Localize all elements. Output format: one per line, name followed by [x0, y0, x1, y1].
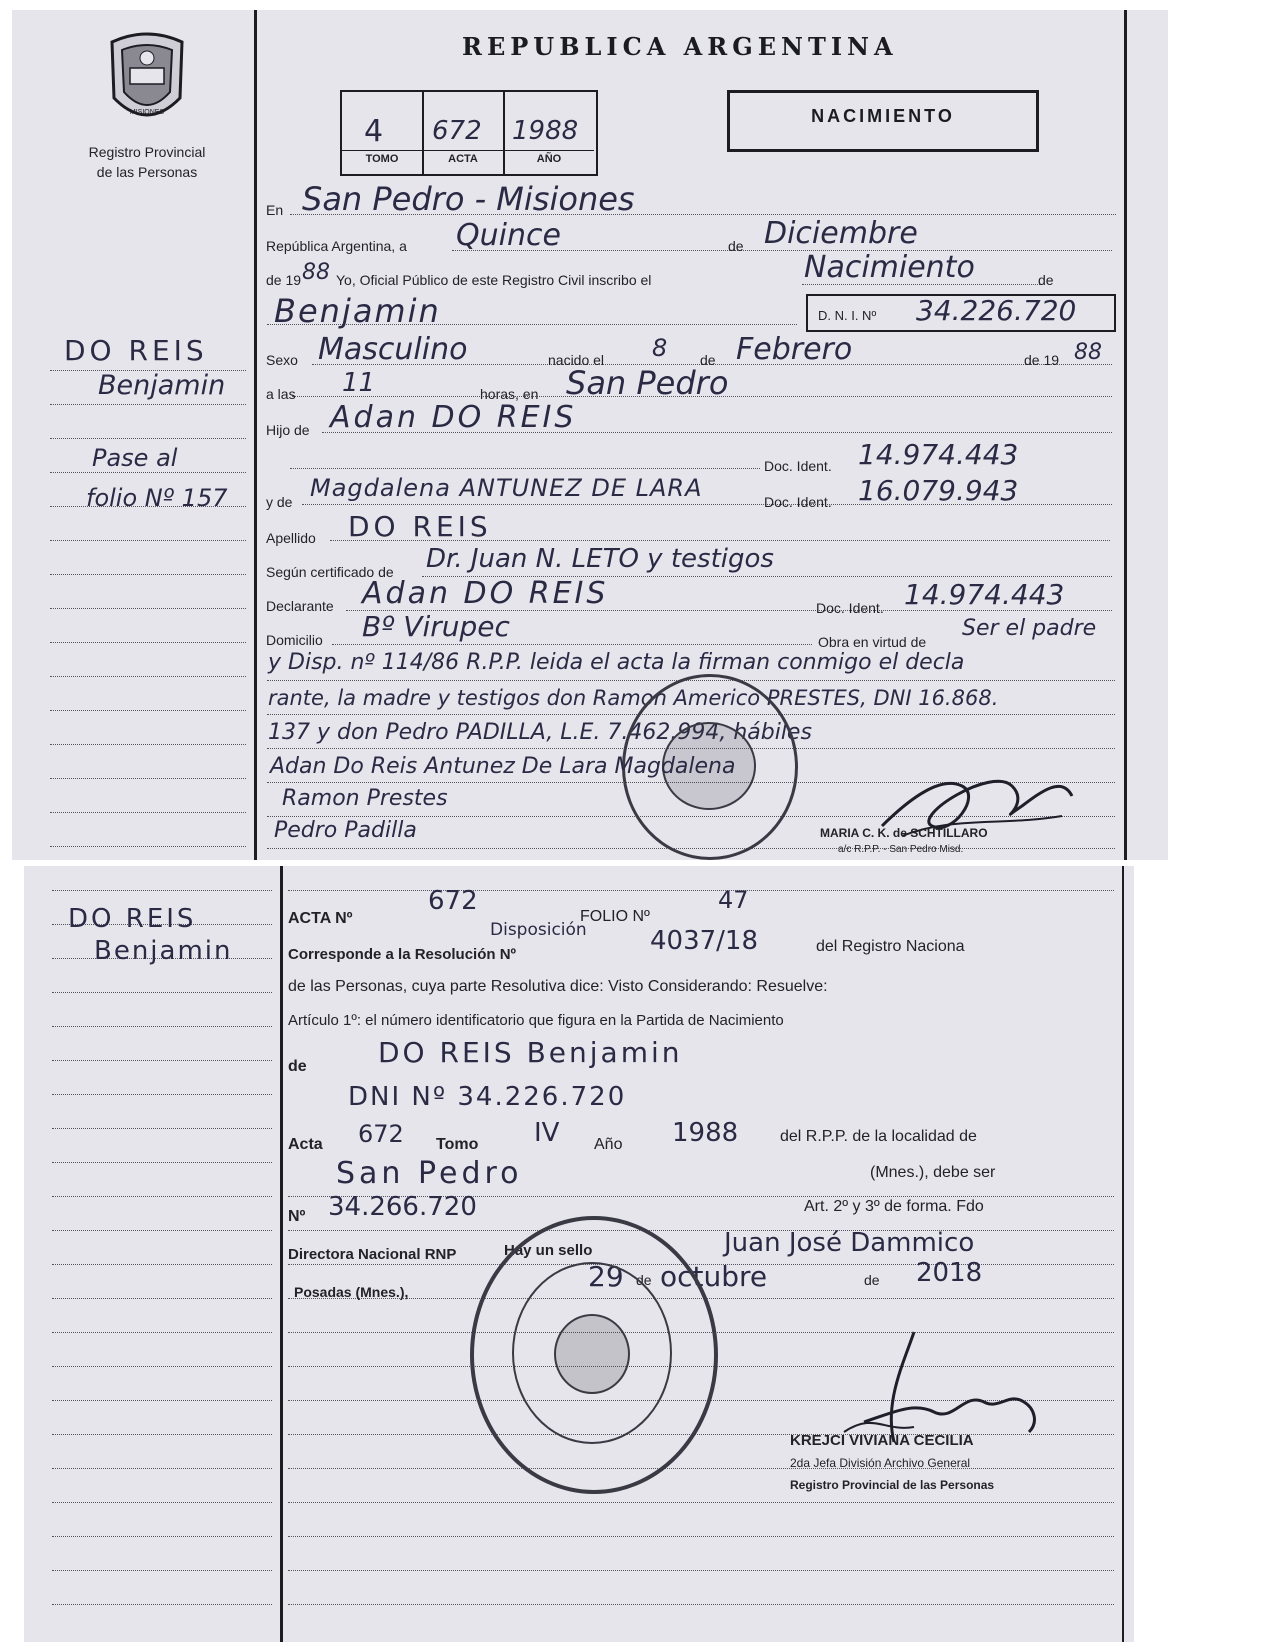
margin-line [52, 1400, 272, 1401]
rule [332, 644, 812, 645]
hay-sello-label: Hay un sello [504, 1242, 593, 1259]
margin-line [52, 1230, 272, 1231]
de-label: de [288, 1058, 307, 1075]
date-de2: de [864, 1272, 880, 1288]
continuation-line-2: rante, la madre y testigos don Ramon Americo PRESTES, DNI 16.868. [268, 686, 999, 710]
corrected-number: 34.266.720 [328, 1192, 477, 1222]
margin-line [52, 1128, 272, 1129]
margin-line [52, 1468, 272, 1469]
registry-name-line1: Registro Provincial [88, 144, 206, 160]
acta2-value: 672 [358, 1120, 404, 1148]
top-certificate [12, 10, 1168, 860]
margin-line [52, 1536, 272, 1537]
obra-label: Obra en virtud de [818, 634, 927, 650]
yde-label: y de [266, 494, 293, 510]
margin-line [52, 1366, 272, 1367]
tomo-value: 4 [364, 114, 384, 149]
posadas-label: Posadas (Mnes.), [294, 1284, 409, 1300]
continuation-line-3: 137 y don Pedro PADILLA, L.E. 7.462.994, hábiles [268, 720, 812, 745]
rule [288, 1502, 1114, 1503]
place-of-record: San Pedro - Misiones [302, 180, 635, 218]
margin-line [52, 1060, 272, 1061]
domicilio-label: Domicilio [266, 632, 323, 648]
dni-number: DNI Nº 34.226.720 [348, 1082, 627, 1112]
declarant-doc-label: Doc. Ident. [816, 600, 884, 616]
folio-label: FOLIO Nº [580, 908, 650, 925]
margin-line [50, 472, 246, 473]
officer-name: MARIA C. K. de SCHTILLARO [820, 826, 988, 840]
acta2-label: Acta [288, 1136, 323, 1153]
date-de1: de [636, 1272, 652, 1288]
margin-line [50, 812, 246, 813]
record-year: 88 [302, 260, 330, 285]
signer-name: KREJCI VIVIANA CECILIA [790, 1432, 974, 1449]
margin-line [52, 992, 272, 993]
rule [288, 1536, 1114, 1537]
margin-line [52, 1026, 272, 1027]
rule [290, 468, 760, 469]
continuation-line-1: y Disp. nº 114/86 R.P.P. leida el acta la firman conmigo el decla [268, 650, 965, 675]
ref-divider [503, 90, 505, 174]
province-shield-logo [104, 28, 190, 136]
rpp-text: del R.P.P. de la localidad de [780, 1128, 977, 1145]
tomo-label: Tomo [436, 1136, 479, 1153]
bottom-annotation [24, 866, 1134, 1642]
registry-name-line2: de las Personas [96, 164, 198, 180]
corresponde-label: Corresponde a la Resolución Nº [288, 946, 517, 963]
seal-emblem [554, 1314, 630, 1394]
apellido-label: Apellido [266, 530, 316, 546]
birth-year-prefix: de 19 [1024, 352, 1060, 368]
nacido-label: nacido el [548, 352, 605, 368]
record-type: NACIMIENTO [811, 106, 955, 126]
rule [288, 1230, 1114, 1231]
tomo-value: IV [534, 1118, 560, 1148]
n-label: Nº [288, 1208, 306, 1225]
father-name: Adan DO REIS [330, 400, 577, 435]
anio-value: 1988 [512, 116, 579, 146]
margin-line [50, 404, 246, 405]
right-border [1122, 866, 1124, 1642]
svg-text:MISIONES: MISIONES [129, 109, 165, 116]
margin-note-pase: Pase al [92, 444, 178, 472]
margin-line [52, 1162, 272, 1163]
record-day: Quince [456, 218, 561, 253]
country-heading: REPUBLICA ARGENTINA [462, 32, 898, 61]
anio-label: AÑO [536, 153, 562, 165]
act-type: Nacimiento [804, 250, 975, 285]
margin-given-name: Benjamin [94, 936, 233, 966]
rule [288, 1604, 1114, 1605]
declarant-name: Adan DO REIS [362, 576, 609, 611]
margin-line [50, 608, 246, 609]
rule [288, 1468, 1114, 1469]
anio-label: Año [594, 1136, 623, 1153]
person-name: DO REIS Benjamin [378, 1036, 683, 1069]
declarante-label: Declarante [266, 598, 334, 614]
date-year: 2018 [916, 1258, 983, 1288]
acta-label: ACTA [448, 153, 478, 165]
surname-value: DO REIS [348, 510, 492, 543]
margin-note-folio: folio Nº 157 [86, 484, 228, 512]
rule [288, 890, 1114, 891]
mother-doc: 16.079.943 [858, 474, 1019, 507]
obra-value: Ser el padre [962, 616, 1097, 641]
margin-line [50, 846, 246, 847]
child-name: Benjamin [274, 292, 441, 330]
date-day: 29 [588, 1260, 624, 1293]
acta-label: ACTA Nº [288, 910, 353, 927]
margin-surname: DO REIS [68, 904, 197, 934]
margin-line [52, 890, 272, 891]
signature-line-2: Ramon Prestes [282, 786, 448, 811]
margin-line [52, 1434, 272, 1435]
de-label: de [728, 238, 744, 254]
margin-surname: DO REIS [64, 334, 208, 367]
signed-by: Juan José Dammico [724, 1228, 975, 1258]
margin-line [50, 574, 246, 575]
birth-day: 8 [652, 334, 668, 362]
folio-number: 47 [718, 886, 749, 914]
signer-role-2: Registro Provincial de las Personas [790, 1478, 995, 1492]
dispos-insertion: Disposición [490, 920, 587, 940]
resolution-rest: del Registro Naciona [816, 938, 965, 955]
alas-label: a las [266, 386, 296, 402]
ref-label-line [342, 150, 594, 151]
margin-line [52, 1332, 272, 1333]
margin-line [50, 676, 246, 677]
birth-month: Febrero [736, 332, 853, 367]
right-border [1124, 10, 1127, 860]
sex-value: Masculino [318, 332, 468, 367]
margin-line [52, 1094, 272, 1095]
margin-line [52, 1604, 272, 1605]
directora-label: Directora Nacional RNP [288, 1246, 457, 1263]
birth-year: 88 [1074, 340, 1102, 365]
margin-line [50, 744, 246, 745]
signature-line-3: Pedro Padilla [274, 818, 417, 843]
art-text: Art. 2º y 3º de forma. Fdo [804, 1198, 984, 1215]
resolution-number: 4037/18 [650, 926, 759, 956]
hijo-label: Hijo de [266, 422, 310, 438]
left-column-divider [254, 10, 257, 860]
margin-line [50, 540, 246, 541]
margin-line [52, 1570, 272, 1571]
signer-role-1: 2da Jefa División Archivo General [790, 1456, 971, 1470]
officer-role: a/c R.P.P. - San Pedro Misd. [838, 844, 964, 855]
margin-line [50, 438, 246, 439]
signature-line-1: Adan Do Reis Antunez De Lara Magdalena [270, 754, 736, 779]
tomo-label: TOMO [365, 153, 399, 165]
de3-label: de [700, 352, 716, 368]
acta-number: 672 [428, 886, 478, 916]
dni-value: 34.226.720 [916, 294, 1077, 327]
margin-line [50, 710, 246, 711]
date-month: octubre [660, 1260, 768, 1293]
declarant-doc: 14.974.443 [904, 578, 1065, 611]
father-doc-label: Doc. Ident. [764, 458, 832, 474]
horas-label: horas, en [480, 386, 539, 402]
year-prefix: de 19 [266, 272, 302, 288]
record-month: Diciembre [764, 216, 918, 251]
left-column-divider [280, 866, 283, 1642]
sexo-label: Sexo [266, 352, 298, 368]
rule [288, 1570, 1114, 1571]
margin-line [50, 778, 246, 779]
mother-name: Magdalena ANTUNEZ DE LARA [310, 474, 703, 502]
anio-value: 1988 [672, 1118, 739, 1148]
margin-line [52, 1298, 272, 1299]
margin-line [52, 1264, 272, 1265]
acta-value: 672 [432, 116, 482, 146]
locality: San Pedro [336, 1156, 523, 1191]
resolutiva-line: de las Personas, cuya parte Resolutiva dice: Visto Considerando: Resuelve: [288, 978, 828, 995]
margin-line [50, 642, 246, 643]
de2-label: de [1038, 272, 1054, 288]
margin-given-name: Benjamin [98, 370, 226, 401]
republica-label: República Argentina, a [266, 238, 407, 254]
margin-line [52, 1502, 272, 1503]
mother-doc-label: Doc. Ident. [764, 494, 832, 510]
certifier-value: Dr. Juan N. LETO y testigos [426, 544, 774, 574]
birth-place: San Pedro [566, 364, 729, 402]
articulo-line: Artículo 1º: el número identificatorio que figura en la Partida de Nacimiento [288, 1012, 784, 1029]
dni-label: D. N. I. Nº [818, 308, 877, 323]
father-doc: 14.974.443 [858, 438, 1019, 471]
oficial-text: Yo, Oficial Público de este Registro Civil inscribo el [336, 272, 652, 288]
en-label: En [266, 202, 284, 218]
margin-line [52, 1196, 272, 1197]
segun-label: Según certificado de [266, 564, 394, 580]
birth-hour: 11 [342, 368, 376, 398]
ref-divider [422, 90, 424, 174]
address-value: Bº Virupec [362, 610, 510, 643]
mnes-text: (Mnes.), debe ser [870, 1164, 996, 1181]
